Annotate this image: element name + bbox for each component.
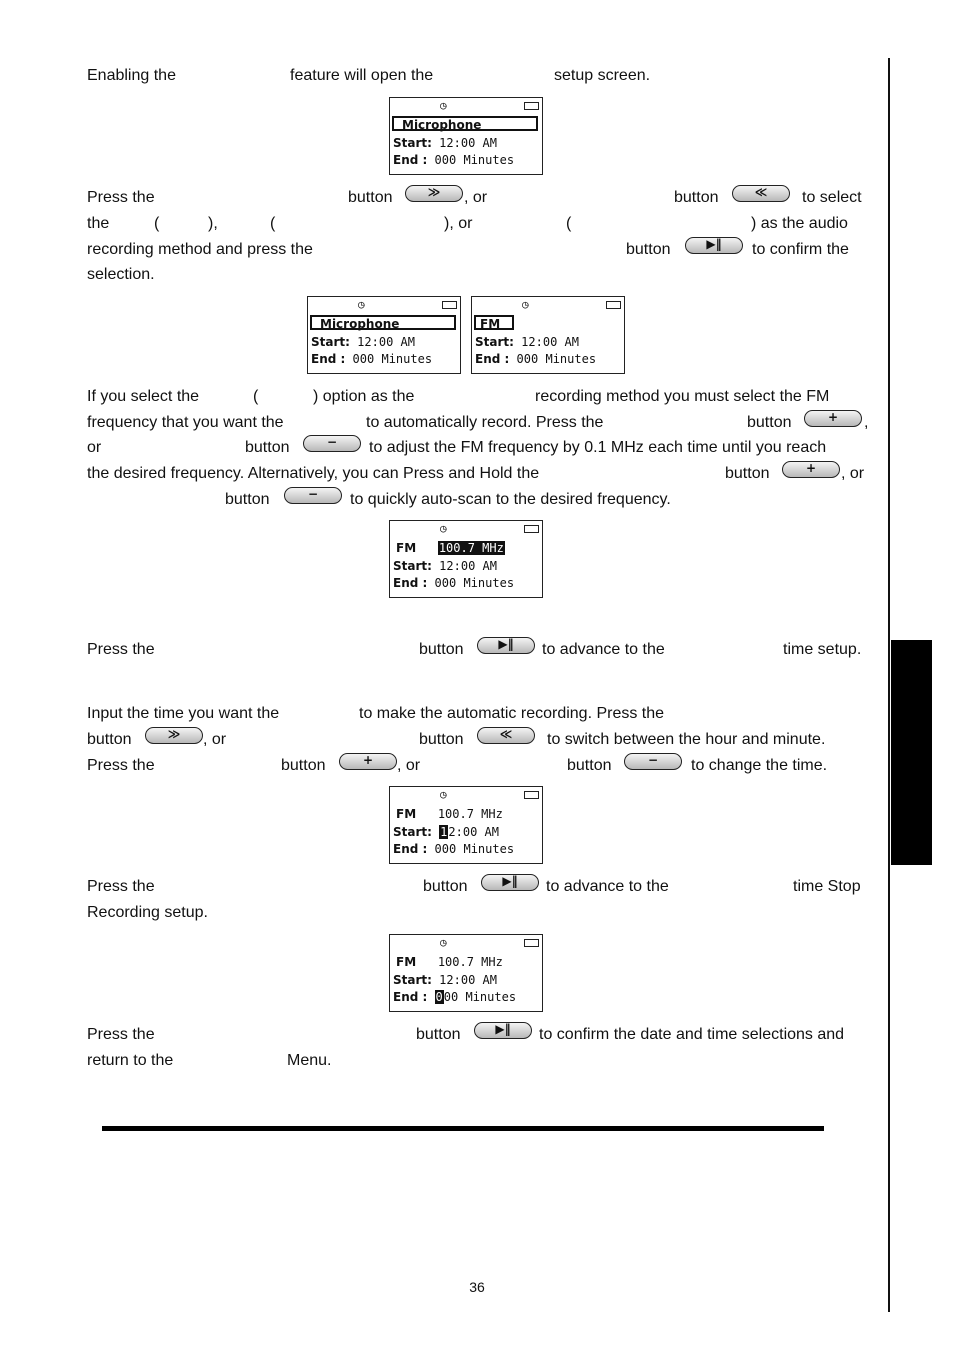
minus-button: [624, 753, 682, 770]
plus-icon: +: [362, 753, 374, 767]
lcd-start-row: Start: 12:00 AM: [311, 335, 415, 349]
play-pause-button: [685, 237, 743, 254]
clock-icon: ◷: [440, 788, 447, 801]
text: Menu.: [287, 1052, 332, 1069]
minus-icon: −: [326, 435, 338, 449]
play-pause-button: [477, 637, 535, 654]
battery-icon: [524, 102, 539, 110]
page-number: 36: [469, 1279, 485, 1295]
clock-icon: ◷: [440, 99, 447, 112]
lcd-screen-microphone: [307, 296, 461, 374]
text: time setup.: [783, 641, 862, 658]
text: ) as the audio: [751, 215, 848, 232]
text: return to the: [87, 1052, 174, 1069]
lcd-screen-microphone: [389, 97, 543, 175]
lcd-end-row: End : 000 Minutes: [475, 352, 597, 366]
plus-icon: +: [827, 410, 839, 424]
battery-icon: [606, 301, 621, 309]
lcd-start-row: Start: 12:00 AM: [393, 825, 499, 839]
text: Press the: [87, 1026, 155, 1043]
lcd-start-row: Start: 12:00 AM: [393, 559, 497, 573]
next-icon: ≫: [167, 727, 181, 741]
text: button: [87, 731, 132, 748]
text: the desired frequency. Alternatively, you can Press and Hold the: [87, 465, 540, 482]
text: button: [567, 757, 612, 774]
text: Input the time you want the: [87, 705, 280, 722]
text: to confirm the date and time selections and: [539, 1026, 845, 1043]
text: button: [725, 465, 770, 482]
section-divider: [102, 1126, 824, 1131]
lcd-screen-start-time: [389, 786, 543, 864]
text: time Stop: [793, 878, 861, 895]
text: to advance to the: [546, 878, 669, 895]
lcd-header: Microphone: [310, 315, 456, 330]
text: button: [225, 491, 270, 508]
prev-icon: ≪: [499, 727, 513, 741]
text: recording method you must select the FM: [535, 388, 830, 405]
lcd-header: Microphone: [392, 116, 538, 131]
text: button: [281, 757, 326, 774]
play-pause-icon: ▶‖: [706, 237, 722, 251]
text: to advance to the: [542, 641, 665, 658]
lcd-end-row: End : 000 Minutes: [393, 576, 515, 590]
minus-button: [303, 435, 361, 452]
text: (: [253, 388, 259, 405]
text: button: [419, 641, 464, 658]
text: Press the: [87, 878, 155, 895]
lcd-frequency-row: FM 100.7 MHz: [396, 541, 504, 555]
text: button: [747, 414, 792, 431]
text: (: [566, 215, 572, 232]
text: (: [270, 215, 276, 232]
clock-icon: ◷: [440, 522, 447, 535]
text: Recording setup.: [87, 904, 208, 921]
text: button: [416, 1026, 461, 1043]
text: to confirm the: [752, 241, 849, 258]
play-pause-icon: ▶‖: [495, 1022, 511, 1036]
lcd-screen-end-time: [389, 934, 543, 1012]
text: , or: [203, 731, 227, 748]
text: to adjust the FM frequency by 0.1 MHz each time until you reach: [369, 439, 827, 456]
text: to quickly auto-scan to the desired frequency.: [350, 491, 671, 508]
lcd-end-row: End : 000 Minutes: [393, 842, 515, 856]
text: ), or: [444, 215, 473, 232]
text: frequency that you want the: [87, 414, 284, 431]
text: button: [245, 439, 290, 456]
text: , or: [464, 189, 488, 206]
lcd-screen-fm: [471, 296, 625, 374]
text: If you select the: [87, 388, 200, 405]
clock-icon: ◷: [522, 298, 529, 311]
cursor: 0: [435, 990, 443, 1004]
play-pause-icon: ▶‖: [502, 874, 518, 888]
text: Enabling the: [87, 67, 176, 84]
plus-button: [339, 753, 397, 770]
text: or: [87, 439, 102, 456]
minus-icon: −: [647, 753, 659, 767]
text: ,: [864, 414, 869, 431]
text: ) option as the: [313, 388, 415, 405]
text: to make the automatic recording. Press the: [359, 705, 665, 722]
text: button: [674, 189, 719, 206]
clock-icon: ◷: [358, 298, 365, 311]
lcd-end-row: End : 000 Minutes: [393, 153, 515, 167]
minus-button: [284, 487, 342, 504]
lcd-start-row: Start: 12:00 AM: [393, 136, 497, 150]
next-button: [145, 727, 203, 744]
battery-icon: [524, 791, 539, 799]
battery-icon: [524, 939, 539, 947]
lcd-end-row: End : 000 Minutes: [311, 352, 433, 366]
battery-icon: [442, 301, 457, 309]
text: Press the: [87, 757, 155, 774]
text: , or: [841, 465, 865, 482]
play-pause-button: [481, 874, 539, 891]
lcd-start-row: Start: 12:00 AM: [475, 335, 579, 349]
battery-icon: [524, 525, 539, 533]
text: ),: [208, 215, 218, 232]
text: Press the: [87, 189, 155, 206]
plus-button: [782, 461, 840, 478]
text: to select: [802, 189, 862, 206]
play-pause-button: [474, 1022, 532, 1039]
frequency-value: 100.7 MHz: [438, 541, 504, 555]
lcd-start-row: Start: 12:00 AM: [393, 973, 497, 987]
text: selection.: [87, 266, 155, 283]
section-tab: [891, 640, 932, 865]
prev-button: [477, 727, 535, 744]
margin-rule: [888, 58, 890, 1312]
next-icon: ≫: [427, 185, 441, 199]
text: feature will open the: [290, 67, 434, 84]
text: button: [419, 731, 464, 748]
text: button: [626, 241, 671, 258]
text: setup screen.: [554, 67, 651, 84]
minus-icon: −: [307, 487, 319, 501]
plus-button: [804, 410, 862, 427]
prev-icon: ≪: [754, 185, 768, 199]
text: the: [87, 215, 110, 232]
prev-button: [732, 185, 790, 202]
play-pause-icon: ▶‖: [498, 637, 514, 651]
next-button: [405, 185, 463, 202]
cursor: 1: [440, 825, 448, 839]
text: recording method and press the: [87, 241, 313, 258]
lcd-header: FM: [474, 315, 514, 330]
plus-icon: +: [805, 461, 817, 475]
text: Press the: [87, 641, 155, 658]
lcd-end-row: End : 000 Minutes: [393, 990, 517, 1004]
text: to change the time.: [691, 757, 828, 774]
text: to automatically record. Press the: [366, 414, 604, 431]
clock-icon: ◷: [440, 936, 447, 949]
text: (: [154, 215, 160, 232]
lcd-frequency-row: FM 100.7 MHz: [396, 807, 503, 821]
lcd-frequency-row: FM 100.7 MHz: [396, 955, 503, 969]
text: to switch between the hour and minute.: [547, 731, 826, 748]
text: button: [423, 878, 468, 895]
lcd-screen-fm-frequency: [389, 520, 543, 598]
text: , or: [397, 757, 421, 774]
text: button: [348, 189, 393, 206]
